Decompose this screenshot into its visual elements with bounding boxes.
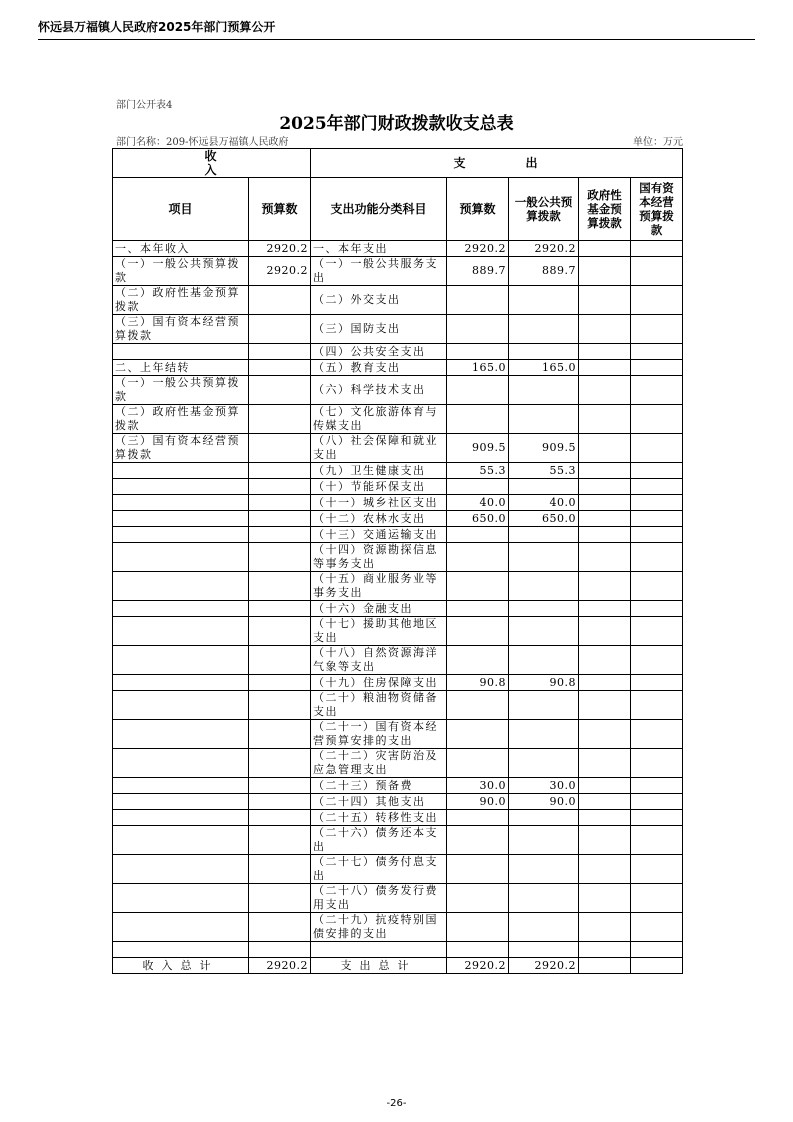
soe-budget: [631, 543, 683, 572]
expense-item: （二）外交支出: [311, 286, 447, 315]
general-budget: 2920.2: [509, 241, 579, 257]
running-header: 怀远县万福镇人民政府2025年部门预算公开: [38, 20, 276, 34]
soe-budget: [631, 286, 683, 315]
general-budget: [509, 913, 579, 942]
soe-budget: [631, 601, 683, 617]
gov-fund-budget: [579, 511, 631, 527]
expense-item: （十六）金融支出: [311, 601, 447, 617]
expense-budget: [447, 286, 509, 315]
general-budget: [509, 405, 579, 434]
income-item: [113, 344, 249, 360]
table-row: [113, 344, 683, 360]
soe-budget: [631, 495, 683, 511]
header-rule: [38, 39, 755, 40]
income-budget: [249, 675, 311, 691]
expense-budget: [447, 810, 509, 826]
income-item: [113, 749, 249, 778]
soe-budget: [631, 434, 683, 463]
soe-budget: [631, 855, 683, 884]
expense-item: （二十三）预备费: [311, 778, 447, 794]
table-row: [113, 884, 683, 913]
general-budget: [509, 942, 579, 958]
expense-budget: [447, 315, 509, 344]
expense-budget: [447, 405, 509, 434]
gov-fund-budget: [579, 495, 631, 511]
income-item: [113, 495, 249, 511]
expense-total-label: 支出总计: [311, 958, 447, 974]
income-budget: 2920.2: [249, 241, 311, 257]
income-budget: [249, 942, 311, 958]
income-budget: [249, 855, 311, 884]
soe-budget: [631, 617, 683, 646]
income-item: [113, 942, 249, 958]
soe-budget: [631, 942, 683, 958]
col-exp-budget: 预算数: [447, 178, 509, 241]
income-item: （一）一般公共预算拨款: [113, 257, 249, 286]
general-budget: [509, 376, 579, 405]
expense-budget: 2920.2: [447, 241, 509, 257]
table-id: 部门公开表4: [116, 100, 173, 111]
income-item: [113, 675, 249, 691]
income-budget: [249, 434, 311, 463]
gov-fund-budget: [579, 720, 631, 749]
general-budget: [509, 720, 579, 749]
gov-fund-budget: [579, 463, 631, 479]
table-row: [113, 601, 683, 617]
table-row: [113, 434, 683, 463]
income-budget: [249, 360, 311, 376]
general-budget: 889.7: [509, 257, 579, 286]
expense-budget: [447, 617, 509, 646]
expense-item: （二十八）债务发行费用支出: [311, 884, 447, 913]
general-budget: [509, 479, 579, 495]
col-general: 一般公共预算拨款: [509, 178, 579, 241]
income-budget: [249, 572, 311, 601]
general-budget: [509, 601, 579, 617]
income-total-label: 收入总计: [113, 958, 249, 974]
general-budget: [509, 884, 579, 913]
gov-fund-budget: [579, 826, 631, 855]
page-title: 2025年部门财政拨款收支总表: [279, 114, 514, 134]
col-func-class: 支出功能分类科目: [311, 178, 447, 241]
income-total-value: 2920.2: [249, 958, 311, 974]
income-item: （二）政府性基金预算拨款: [113, 286, 249, 315]
soe-budget: [631, 884, 683, 913]
income-budget: [249, 884, 311, 913]
income-section-header: 收入: [113, 149, 311, 178]
expense-item: （二十六）债务还本支出: [311, 826, 447, 855]
table-row: [113, 315, 683, 344]
budget-table: [112, 148, 683, 974]
income-budget: [249, 344, 311, 360]
table-row: [113, 257, 683, 286]
soe-budget: [631, 360, 683, 376]
income-item: （二）政府性基金预算拨款: [113, 405, 249, 434]
income-budget: [249, 913, 311, 942]
expense-budget: [447, 479, 509, 495]
income-budget: [249, 376, 311, 405]
income-budget: [249, 617, 311, 646]
income-item: [113, 778, 249, 794]
income-item: [113, 810, 249, 826]
col-item: 项目: [113, 178, 249, 241]
table-row: [113, 675, 683, 691]
expense-item: （三）国防支出: [311, 315, 447, 344]
income-budget: [249, 511, 311, 527]
expense-budget: [447, 601, 509, 617]
income-budget: [249, 691, 311, 720]
table-row: [113, 855, 683, 884]
soe-budget: [631, 720, 683, 749]
income-item: [113, 463, 249, 479]
income-budget: [249, 405, 311, 434]
unit-label: 单位：万元: [633, 137, 683, 148]
soe-total-value: [631, 958, 683, 974]
income-budget: [249, 749, 311, 778]
general-total-value: 2920.2: [509, 958, 579, 974]
soe-budget: [631, 572, 683, 601]
gov-fund-budget: [579, 749, 631, 778]
table-row: [113, 286, 683, 315]
expense-budget: [447, 749, 509, 778]
gov-fund-budget: [579, 286, 631, 315]
soe-budget: [631, 315, 683, 344]
expense-item: （五）教育支出: [311, 360, 447, 376]
general-budget: [509, 810, 579, 826]
expense-item: [311, 942, 447, 958]
expense-total-value: 2920.2: [447, 958, 509, 974]
income-item: （三）国有资本经营预算拨款: [113, 315, 249, 344]
income-item: [113, 794, 249, 810]
expense-budget: [447, 691, 509, 720]
table-row: [113, 691, 683, 720]
expense-item: （二十五）转移性支出: [311, 810, 447, 826]
table-row: [113, 360, 683, 376]
expense-budget: [447, 543, 509, 572]
col-soe: 国有资本经营预算拨款: [631, 178, 683, 241]
soe-budget: [631, 257, 683, 286]
gov-fund-budget: [579, 360, 631, 376]
general-budget: [509, 691, 579, 720]
expense-item: （十八）自然资源海洋气象等支出: [311, 646, 447, 675]
income-item: [113, 720, 249, 749]
soe-budget: [631, 405, 683, 434]
general-budget: 40.0: [509, 495, 579, 511]
soe-budget: [631, 675, 683, 691]
soe-budget: [631, 778, 683, 794]
general-budget: 165.0: [509, 360, 579, 376]
expense-budget: 90.0: [447, 794, 509, 810]
table-row: [113, 479, 683, 495]
gov-fund-budget: [579, 572, 631, 601]
income-budget: [249, 463, 311, 479]
income-budget: [249, 778, 311, 794]
expense-item: （二十四）其他支出: [311, 794, 447, 810]
table-row: [113, 794, 683, 810]
gov-fund-budget: [579, 617, 631, 646]
general-budget: [509, 286, 579, 315]
gov-fund-budget: [579, 942, 631, 958]
income-item: [113, 543, 249, 572]
table-row: [113, 617, 683, 646]
income-budget: [249, 543, 311, 572]
expense-item: （二十九）抗疫特别国债安排的支出: [311, 913, 447, 942]
income-budget: [249, 479, 311, 495]
expense-item: （一）一般公共服务支出: [311, 257, 447, 286]
table-row: [113, 646, 683, 675]
expense-budget: 889.7: [447, 257, 509, 286]
table-row: [113, 778, 683, 794]
general-budget: [509, 572, 579, 601]
soe-budget: [631, 646, 683, 675]
expense-budget: [447, 884, 509, 913]
gov-fund-budget: [579, 601, 631, 617]
col-budget: 预算数: [249, 178, 311, 241]
gov-fund-budget: [579, 855, 631, 884]
income-item: [113, 601, 249, 617]
expense-item: （六）科学技术支出: [311, 376, 447, 405]
gov-fund-budget: [579, 257, 631, 286]
general-budget: [509, 617, 579, 646]
general-budget: [509, 826, 579, 855]
gov-fund-budget: [579, 527, 631, 543]
income-item: [113, 479, 249, 495]
general-budget: [509, 646, 579, 675]
gov-fund-budget: [579, 778, 631, 794]
income-budget: [249, 286, 311, 315]
gov-fund-budget: [579, 646, 631, 675]
general-budget: [509, 315, 579, 344]
gov-fund-budget: [579, 794, 631, 810]
soe-budget: [631, 479, 683, 495]
gov-fund-budget: [579, 675, 631, 691]
income-item: [113, 691, 249, 720]
expense-budget: 40.0: [447, 495, 509, 511]
expense-item: （十九）住房保障支出: [311, 675, 447, 691]
general-budget: 650.0: [509, 511, 579, 527]
gov-fund-budget: [579, 376, 631, 405]
income-item: [113, 511, 249, 527]
soe-budget: [631, 241, 683, 257]
general-budget: [509, 855, 579, 884]
expense-item: （十七）援助其他地区支出: [311, 617, 447, 646]
income-budget: [249, 315, 311, 344]
income-item: 一、本年收入: [113, 241, 249, 257]
soe-budget: [631, 794, 683, 810]
soe-budget: [631, 344, 683, 360]
org-label: 部门名称：209-怀远县万福镇人民政府: [116, 137, 289, 148]
table-row: [113, 810, 683, 826]
expense-budget: [447, 646, 509, 675]
expense-budget: [447, 344, 509, 360]
gov-fund-budget: [579, 479, 631, 495]
table-body: [113, 241, 683, 958]
expense-budget: 165.0: [447, 360, 509, 376]
general-budget: [509, 749, 579, 778]
expense-item: （二十二）灾害防治及应急管理支出: [311, 749, 447, 778]
expense-budget: [447, 826, 509, 855]
income-item: [113, 527, 249, 543]
general-budget: [509, 543, 579, 572]
expense-budget: 30.0: [447, 778, 509, 794]
soe-budget: [631, 826, 683, 855]
gov-fund-budget: [579, 810, 631, 826]
table-row: [113, 826, 683, 855]
expense-item: （十五）商业服务业等事务支出: [311, 572, 447, 601]
expense-budget: [447, 572, 509, 601]
income-item: [113, 855, 249, 884]
page-number: -26-: [386, 1098, 407, 1109]
table-row: [113, 942, 683, 958]
income-budget: [249, 527, 311, 543]
soe-budget: [631, 691, 683, 720]
general-budget: 55.3: [509, 463, 579, 479]
expense-budget: 55.3: [447, 463, 509, 479]
soe-budget: [631, 913, 683, 942]
table-row: [113, 495, 683, 511]
income-budget: [249, 810, 311, 826]
table-row: [113, 376, 683, 405]
expense-budget: [447, 527, 509, 543]
income-budget: [249, 794, 311, 810]
gov-fund-budget: [579, 434, 631, 463]
expense-item: （十）节能环保支出: [311, 479, 447, 495]
general-budget: 30.0: [509, 778, 579, 794]
expense-item: 一、本年支出: [311, 241, 447, 257]
income-budget: [249, 720, 311, 749]
gov-fund-budget: [579, 543, 631, 572]
income-budget: [249, 826, 311, 855]
income-item: [113, 913, 249, 942]
expense-budget: 90.8: [447, 675, 509, 691]
expense-item: （十一）城乡社区支出: [311, 495, 447, 511]
gov-fund-budget: [579, 405, 631, 434]
gov-fund-budget: [579, 913, 631, 942]
gov-fund-total-value: [579, 958, 631, 974]
expense-section-header: 支出: [311, 149, 683, 178]
gov-fund-budget: [579, 691, 631, 720]
general-budget: 90.0: [509, 794, 579, 810]
expense-budget: 909.5: [447, 434, 509, 463]
soe-budget: [631, 749, 683, 778]
expense-budget: 650.0: [447, 511, 509, 527]
expense-item: （二十）粮油物资储备支出: [311, 691, 447, 720]
table-row: [113, 572, 683, 601]
gov-fund-budget: [579, 315, 631, 344]
income-item: [113, 826, 249, 855]
soe-budget: [631, 527, 683, 543]
expense-item: （九）卫生健康支出: [311, 463, 447, 479]
gov-fund-budget: [579, 884, 631, 913]
col-gov-fund: 政府性基金预算拨款: [579, 178, 631, 241]
income-item: （一）一般公共预算拨款: [113, 376, 249, 405]
income-budget: [249, 646, 311, 675]
expense-item: （七）文化旅游体育与传媒支出: [311, 405, 447, 434]
expense-item: （十四）资源勘探信息等事务支出: [311, 543, 447, 572]
income-budget: [249, 601, 311, 617]
income-item: 二、上年结转: [113, 360, 249, 376]
table-row: [113, 463, 683, 479]
expense-item: （十二）农林水支出: [311, 511, 447, 527]
general-budget: [509, 344, 579, 360]
soe-budget: [631, 810, 683, 826]
expense-item: （八）社会保障和就业支出: [311, 434, 447, 463]
income-item: [113, 572, 249, 601]
table-row: [113, 913, 683, 942]
general-budget: 90.8: [509, 675, 579, 691]
gov-fund-budget: [579, 344, 631, 360]
table-row: [113, 720, 683, 749]
soe-budget: [631, 511, 683, 527]
expense-budget: [447, 855, 509, 884]
expense-budget: [447, 942, 509, 958]
income-item: [113, 884, 249, 913]
general-budget: [509, 527, 579, 543]
income-item: （三）国有资本经营预算拨款: [113, 434, 249, 463]
expense-item: （二十一）国有资本经营预算安排的支出: [311, 720, 447, 749]
table-row: [113, 241, 683, 257]
income-budget: 2920.2: [249, 257, 311, 286]
soe-budget: [631, 463, 683, 479]
gov-fund-budget: [579, 241, 631, 257]
table-row: [113, 405, 683, 434]
table-row: [113, 749, 683, 778]
table-row: [113, 511, 683, 527]
expense-item: （二十七）债务付息支出: [311, 855, 447, 884]
income-budget: [249, 495, 311, 511]
table-row: [113, 527, 683, 543]
expense-item: （四）公共安全支出: [311, 344, 447, 360]
soe-budget: [631, 376, 683, 405]
expense-budget: [447, 913, 509, 942]
income-item: [113, 646, 249, 675]
expense-budget: [447, 376, 509, 405]
expense-item: （十三）交通运输支出: [311, 527, 447, 543]
table-row: [113, 543, 683, 572]
general-budget: 909.5: [509, 434, 579, 463]
expense-budget: [447, 720, 509, 749]
income-item: [113, 617, 249, 646]
